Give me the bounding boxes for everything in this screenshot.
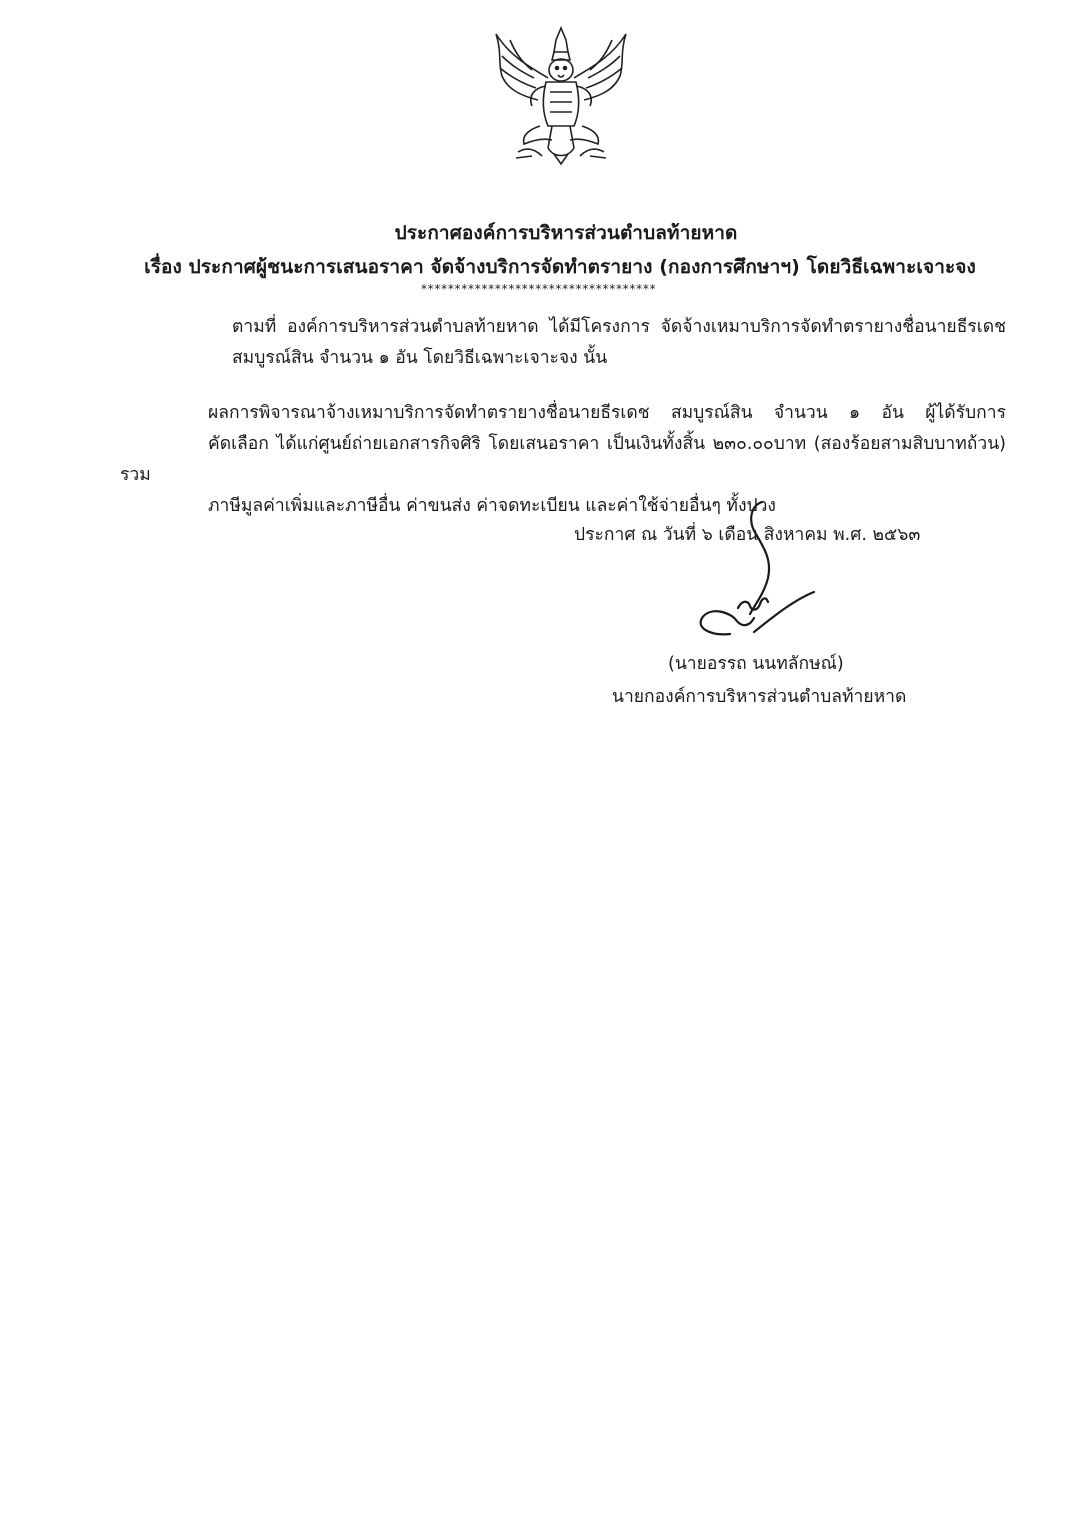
handwritten-signature-icon [690, 496, 820, 646]
garuda-emblem-icon [488, 26, 634, 166]
paragraph-2-line-2: คัดเลือก ได้แก่ศูนย์ถ่ายเอกสารกิจศิริ โดยเสนอราคา เป็นเงินทั้งสิ้น ๒๓๐.๐๐บาท (สองร้อยสามสิบบาทถ้วน) รวม [120, 434, 1006, 485]
paragraph-2-line-1: ผลการพิจารณาจ้างเหมาบริการจัดทำตรายางชื่อนายธีรเดช สมบูรณ์สิน จำนวน ๑ อัน ผู้ได้รับการ [208, 403, 1006, 423]
announcement-date: ประกาศ ณ วันที่ ๖ เดือน สิงหาคม พ.ศ. ๒๕๖๓ [574, 525, 921, 545]
signer-position: นายกองค์การบริหารส่วนตำบลท้ายหาด [612, 687, 907, 707]
paragraph-1 [120, 312, 1006, 374]
title-separator: *********************************** [420, 282, 656, 296]
document-title: ประกาศองค์การบริหารส่วนตำบลท้ายหาด [394, 222, 738, 244]
paragraph-2-line-3: ภาษีมูลค่าเพิ่มและภาษีอื่น ค่าขนส่ง ค่าจดทะเบียน และค่าใช้จ่ายอื่นๆ ทั้งปวง [208, 496, 776, 516]
paragraph-2 [120, 398, 1006, 522]
document-subject: เรื่อง ประกาศผู้ชนะการเสนอราคา จัดจ้างบริการจัดทำตรายาง (กองการศึกษาฯ) โดยวิธีเฉพาะเจาะจง [144, 256, 976, 278]
signer-name: (นายอรรถ นนทลักษณ์) [668, 654, 844, 674]
paragraph-1-line-1: ตามที่ องค์การบริหารส่วนตำบลท้ายหาด ได้มีโครงการ จัดจ้างเหมาบริการจัดทำตรายางชื่อนายธีรเดช [232, 317, 1006, 337]
paragraph-1-line-2: สมบูรณ์สิน จำนวน ๑ อัน โดยวิธีเฉพาะเจาะจง นั้น [232, 348, 608, 368]
